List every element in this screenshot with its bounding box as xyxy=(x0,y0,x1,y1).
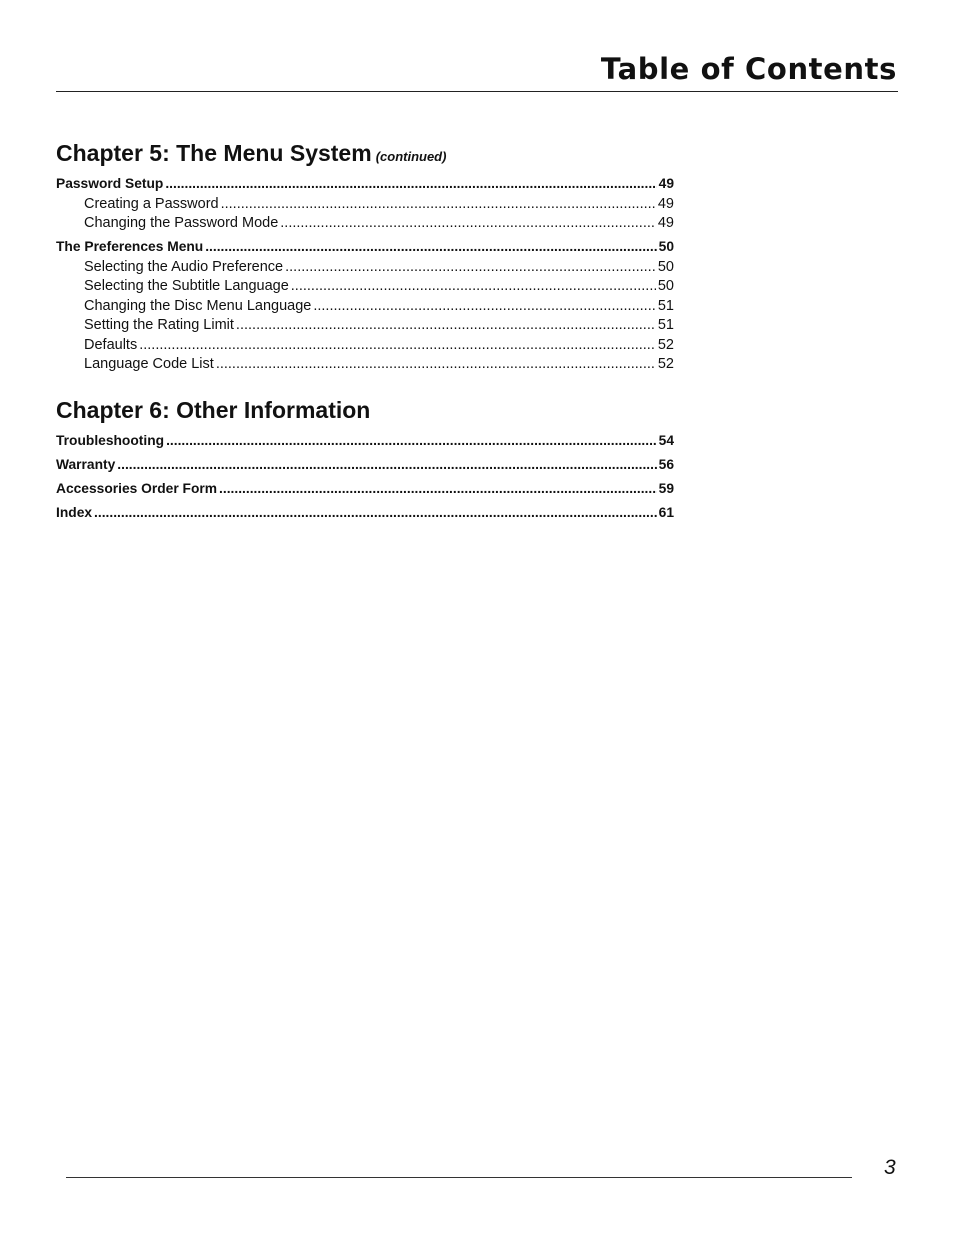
toc-entry-page: 54 xyxy=(658,433,674,448)
dot-leader xyxy=(221,196,656,212)
toc-entry-page: 49 xyxy=(657,215,674,231)
toc-entry-label: Troubleshooting xyxy=(56,433,165,448)
dot-leader xyxy=(219,481,657,496)
toc-entry-label: Index xyxy=(56,505,93,520)
dot-leader xyxy=(166,433,657,448)
toc-entry-creating-password[interactable] xyxy=(56,196,674,215)
toc-entry-password-setup[interactable] xyxy=(56,176,674,195)
dot-leader xyxy=(216,356,656,372)
toc-entry-page: 52 xyxy=(657,337,674,353)
toc-entry-changing-password-mode[interactable] xyxy=(56,215,674,234)
dot-leader xyxy=(205,239,656,254)
dot-leader xyxy=(313,298,656,314)
toc-entry-label: Setting the Rating Limit xyxy=(84,317,234,333)
dot-leader xyxy=(291,278,656,294)
chapter-5-heading xyxy=(56,140,446,167)
toc-entry-page: 50 xyxy=(658,239,674,254)
toc-entry-label: Accessories Order Form xyxy=(56,481,218,496)
chapter-6-heading xyxy=(56,397,370,424)
dot-leader xyxy=(94,505,657,520)
page-title: Table of Contents xyxy=(600,52,897,86)
toc-entry-preferences-menu[interactable] xyxy=(56,239,674,258)
toc-entry-label: The Preferences Menu xyxy=(56,239,204,254)
toc-entry-troubleshooting[interactable] xyxy=(56,433,674,452)
toc-entry-rating-limit[interactable] xyxy=(56,317,674,336)
toc-entry-subtitle-language[interactable] xyxy=(56,278,674,297)
toc-entry-index[interactable] xyxy=(56,505,674,524)
toc-entry-label: Warranty xyxy=(56,457,116,472)
toc-entry-label: Changing the Password Mode xyxy=(84,215,279,231)
toc-entry-label: Creating a Password xyxy=(84,196,219,212)
dot-leader xyxy=(139,337,656,353)
toc-entry-accessories-order-form[interactable] xyxy=(56,481,674,500)
footer-divider xyxy=(66,1177,852,1178)
toc-entry-label: Selecting the Subtitle Language xyxy=(84,278,289,294)
toc-entry-page: 52 xyxy=(657,356,674,372)
toc-entry-page: 50 xyxy=(657,259,674,275)
toc-entry-label: Language Code List xyxy=(84,356,214,372)
toc-entry-warranty[interactable] xyxy=(56,457,674,476)
chapter-6-title: Chapter 6: Other Information xyxy=(56,397,371,423)
toc-entry-page: 51 xyxy=(657,298,674,314)
toc-entry-disc-menu-language[interactable] xyxy=(56,298,674,317)
dot-leader xyxy=(280,215,656,231)
toc-entry-page: 49 xyxy=(658,176,674,191)
toc-entry-page: 50 xyxy=(657,278,674,294)
toc-entry-label: Password Setup xyxy=(56,176,164,191)
toc-entry-page: 59 xyxy=(658,481,674,496)
chapter-5-title: Chapter 5: The Menu System xyxy=(56,140,372,166)
dot-leader xyxy=(117,457,656,472)
toc-entry-page: 56 xyxy=(658,457,674,472)
toc-entry-page: 49 xyxy=(657,196,674,212)
page-number: 3 xyxy=(884,1156,896,1179)
toc-entry-page: 61 xyxy=(658,505,674,520)
toc-entry-page: 51 xyxy=(657,317,674,333)
toc-entry-language-code-list[interactable] xyxy=(56,356,674,375)
toc-entry-label: Changing the Disc Menu Language xyxy=(84,298,312,314)
toc-entry-defaults[interactable] xyxy=(56,337,674,356)
toc-entry-label: Defaults xyxy=(84,337,138,353)
title-divider xyxy=(56,91,898,92)
dot-leader xyxy=(165,176,656,191)
toc-entry-audio-preference[interactable] xyxy=(56,259,674,278)
toc-entry-label: Selecting the Audio Preference xyxy=(84,259,284,275)
dot-leader xyxy=(285,259,656,275)
dot-leader xyxy=(236,317,656,333)
continued-label: (continued) xyxy=(375,149,447,164)
